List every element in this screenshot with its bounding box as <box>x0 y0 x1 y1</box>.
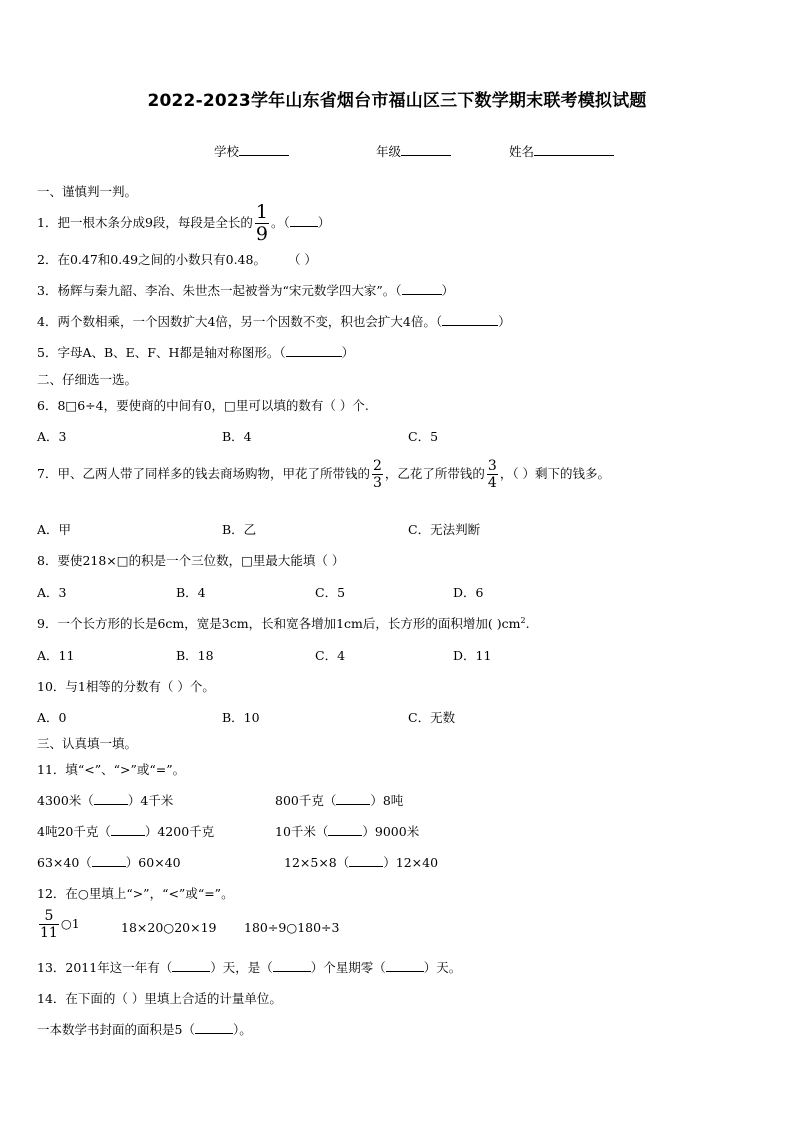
name-label: 姓名 <box>509 144 535 159</box>
question-6: 6．8□6÷4，要使商的中间有0，□里可以填的数有（ ）个. <box>37 398 369 413</box>
grade-field <box>376 142 451 160</box>
school-label: 学校 <box>214 144 240 159</box>
q11-item-1: 4300米（ ）4千米 <box>37 793 174 808</box>
q7-option-b[interactable]: B．乙 <box>222 522 257 537</box>
fraction-2-3: $\frac{2}{3}$ <box>372 458 382 491</box>
question-5: 5．字母A、B、E、F、H都是轴对称图形。（ ） <box>37 345 355 360</box>
section-heading-3: 三、认真填一填。 <box>37 736 138 751</box>
q7-option-c[interactable]: C．无法判断 <box>408 522 481 537</box>
q12-item-3[interactable]: 180÷9○180÷3 <box>244 920 340 935</box>
q12-item-1: $\frac{5}{11}$ ○1 <box>40 908 80 941</box>
answer-blank[interactable] <box>290 214 318 227</box>
q9-option-c[interactable]: C．4 <box>315 648 346 663</box>
answer-blank[interactable] <box>336 792 370 805</box>
answer-blank[interactable] <box>386 959 424 972</box>
fraction-3-4: $\frac{3}{4}$ <box>487 458 497 491</box>
page-title: 2022-2023学年山东省烟台市福山区三下数学期末联考模拟试题 <box>147 91 647 111</box>
section-heading-2: 二、仔细选一选。 <box>37 372 138 387</box>
answer-blank[interactable] <box>402 282 442 295</box>
grade-blank[interactable] <box>401 143 451 156</box>
question-3: 3．杨辉与秦九韶、李冶、朱世杰一起被誉为“宋元数学四大家”。（ ） <box>37 283 455 298</box>
answer-blank[interactable] <box>195 1021 233 1034</box>
fraction-5-11: $\frac{5}{11}$ <box>40 908 58 941</box>
answer-paren[interactable]: （ ） <box>287 252 317 267</box>
school-field <box>214 142 289 160</box>
q8-option-b[interactable]: B．4 <box>176 585 206 600</box>
q6-option-c[interactable]: C．5 <box>408 429 439 444</box>
grade-label: 年级 <box>376 144 402 159</box>
q8-option-a[interactable]: A．3 <box>37 585 67 600</box>
question-7: 7．甲、乙两人带了同样多的钱去商场购物，甲花了所带钱的 $\frac{2}{3}$ ，乙花了所带钱的 $\frac{3}{4}$ ，（ ）剩下的钱多。 <box>37 458 611 491</box>
q10-option-c[interactable]: C．无数 <box>408 710 456 725</box>
q11-item-3: 4吨20千克（ ）4200千克 <box>37 824 215 839</box>
q9-option-a[interactable]: A．11 <box>37 648 75 663</box>
q11-item-5: 63×40（ ）60×40 <box>37 855 181 870</box>
q11-item-2: 800千克（ ）8吨 <box>275 793 404 808</box>
name-field <box>509 142 614 160</box>
q6-option-b[interactable]: B．4 <box>222 429 252 444</box>
question-13: 13．2011年这一年有（ ）天，是（ ）个星期零（ ）天。 <box>37 960 462 975</box>
question-10: 10．与1相等的分数有（ ）个。 <box>37 679 215 694</box>
section-heading-1: 一、谨慎判一判。 <box>37 184 138 199</box>
question-4: 4．两个数相乘，一个因数扩大4倍，另一个因数不变，积也会扩大4倍。（ ） <box>37 314 511 329</box>
answer-blank[interactable] <box>273 959 311 972</box>
question-12: 12．在○里填上“>”，“<”或“=”。 <box>37 886 234 901</box>
q11-item-4: 10千米（ ）9000米 <box>275 824 420 839</box>
answer-blank[interactable] <box>286 344 342 357</box>
answer-blank[interactable] <box>111 823 145 836</box>
answer-blank[interactable] <box>328 823 362 836</box>
q8-option-c[interactable]: C．5 <box>315 585 346 600</box>
school-blank[interactable] <box>239 143 289 156</box>
question-1: 1．把一根木条分成9段，每段是全长的 $\frac{1}{9}$ 。（ ） <box>37 201 331 245</box>
question-2: 2．在0.47和0.49之间的小数只有0.48。 （ ） <box>37 252 317 267</box>
q7-option-a[interactable]: A．甲 <box>37 522 72 537</box>
question-14-sub: 一本数学书封面的面积是5（ ）。 <box>37 1022 252 1037</box>
answer-blank[interactable] <box>94 792 128 805</box>
name-blank[interactable] <box>534 143 614 156</box>
question-11: 11．填“<”、“>”或“=”。 <box>37 762 186 777</box>
answer-blank[interactable] <box>92 854 126 867</box>
q6-option-a[interactable]: A．3 <box>37 429 67 444</box>
question-14: 14．在下面的（ ）里填上合适的计量单位。 <box>37 991 282 1006</box>
question-9: 9．一个长方形的长是6cm，宽是3cm，长和宽各增加1cm后，长方形的面积增加( )$cm^2$. <box>37 615 530 631</box>
q9-option-b[interactable]: B．18 <box>176 648 214 663</box>
answer-blank[interactable] <box>442 313 498 326</box>
answer-blank[interactable] <box>172 959 210 972</box>
question-8: 8．要使218×□的积是一个三位数，□里最大能填（ ） <box>37 553 345 568</box>
q12-item-2[interactable]: 18×20○20×19 <box>121 920 217 935</box>
q8-option-d[interactable]: D．6 <box>453 585 484 600</box>
q10-option-b[interactable]: B．10 <box>222 710 260 725</box>
q10-option-a[interactable]: A．0 <box>37 710 67 725</box>
fraction-1-9: $\frac{1}{9}$ <box>255 201 269 245</box>
answer-blank[interactable] <box>349 854 383 867</box>
q11-item-6: 12×5×8（ ）12×40 <box>284 855 439 870</box>
q9-option-d[interactable]: D．11 <box>453 648 492 663</box>
